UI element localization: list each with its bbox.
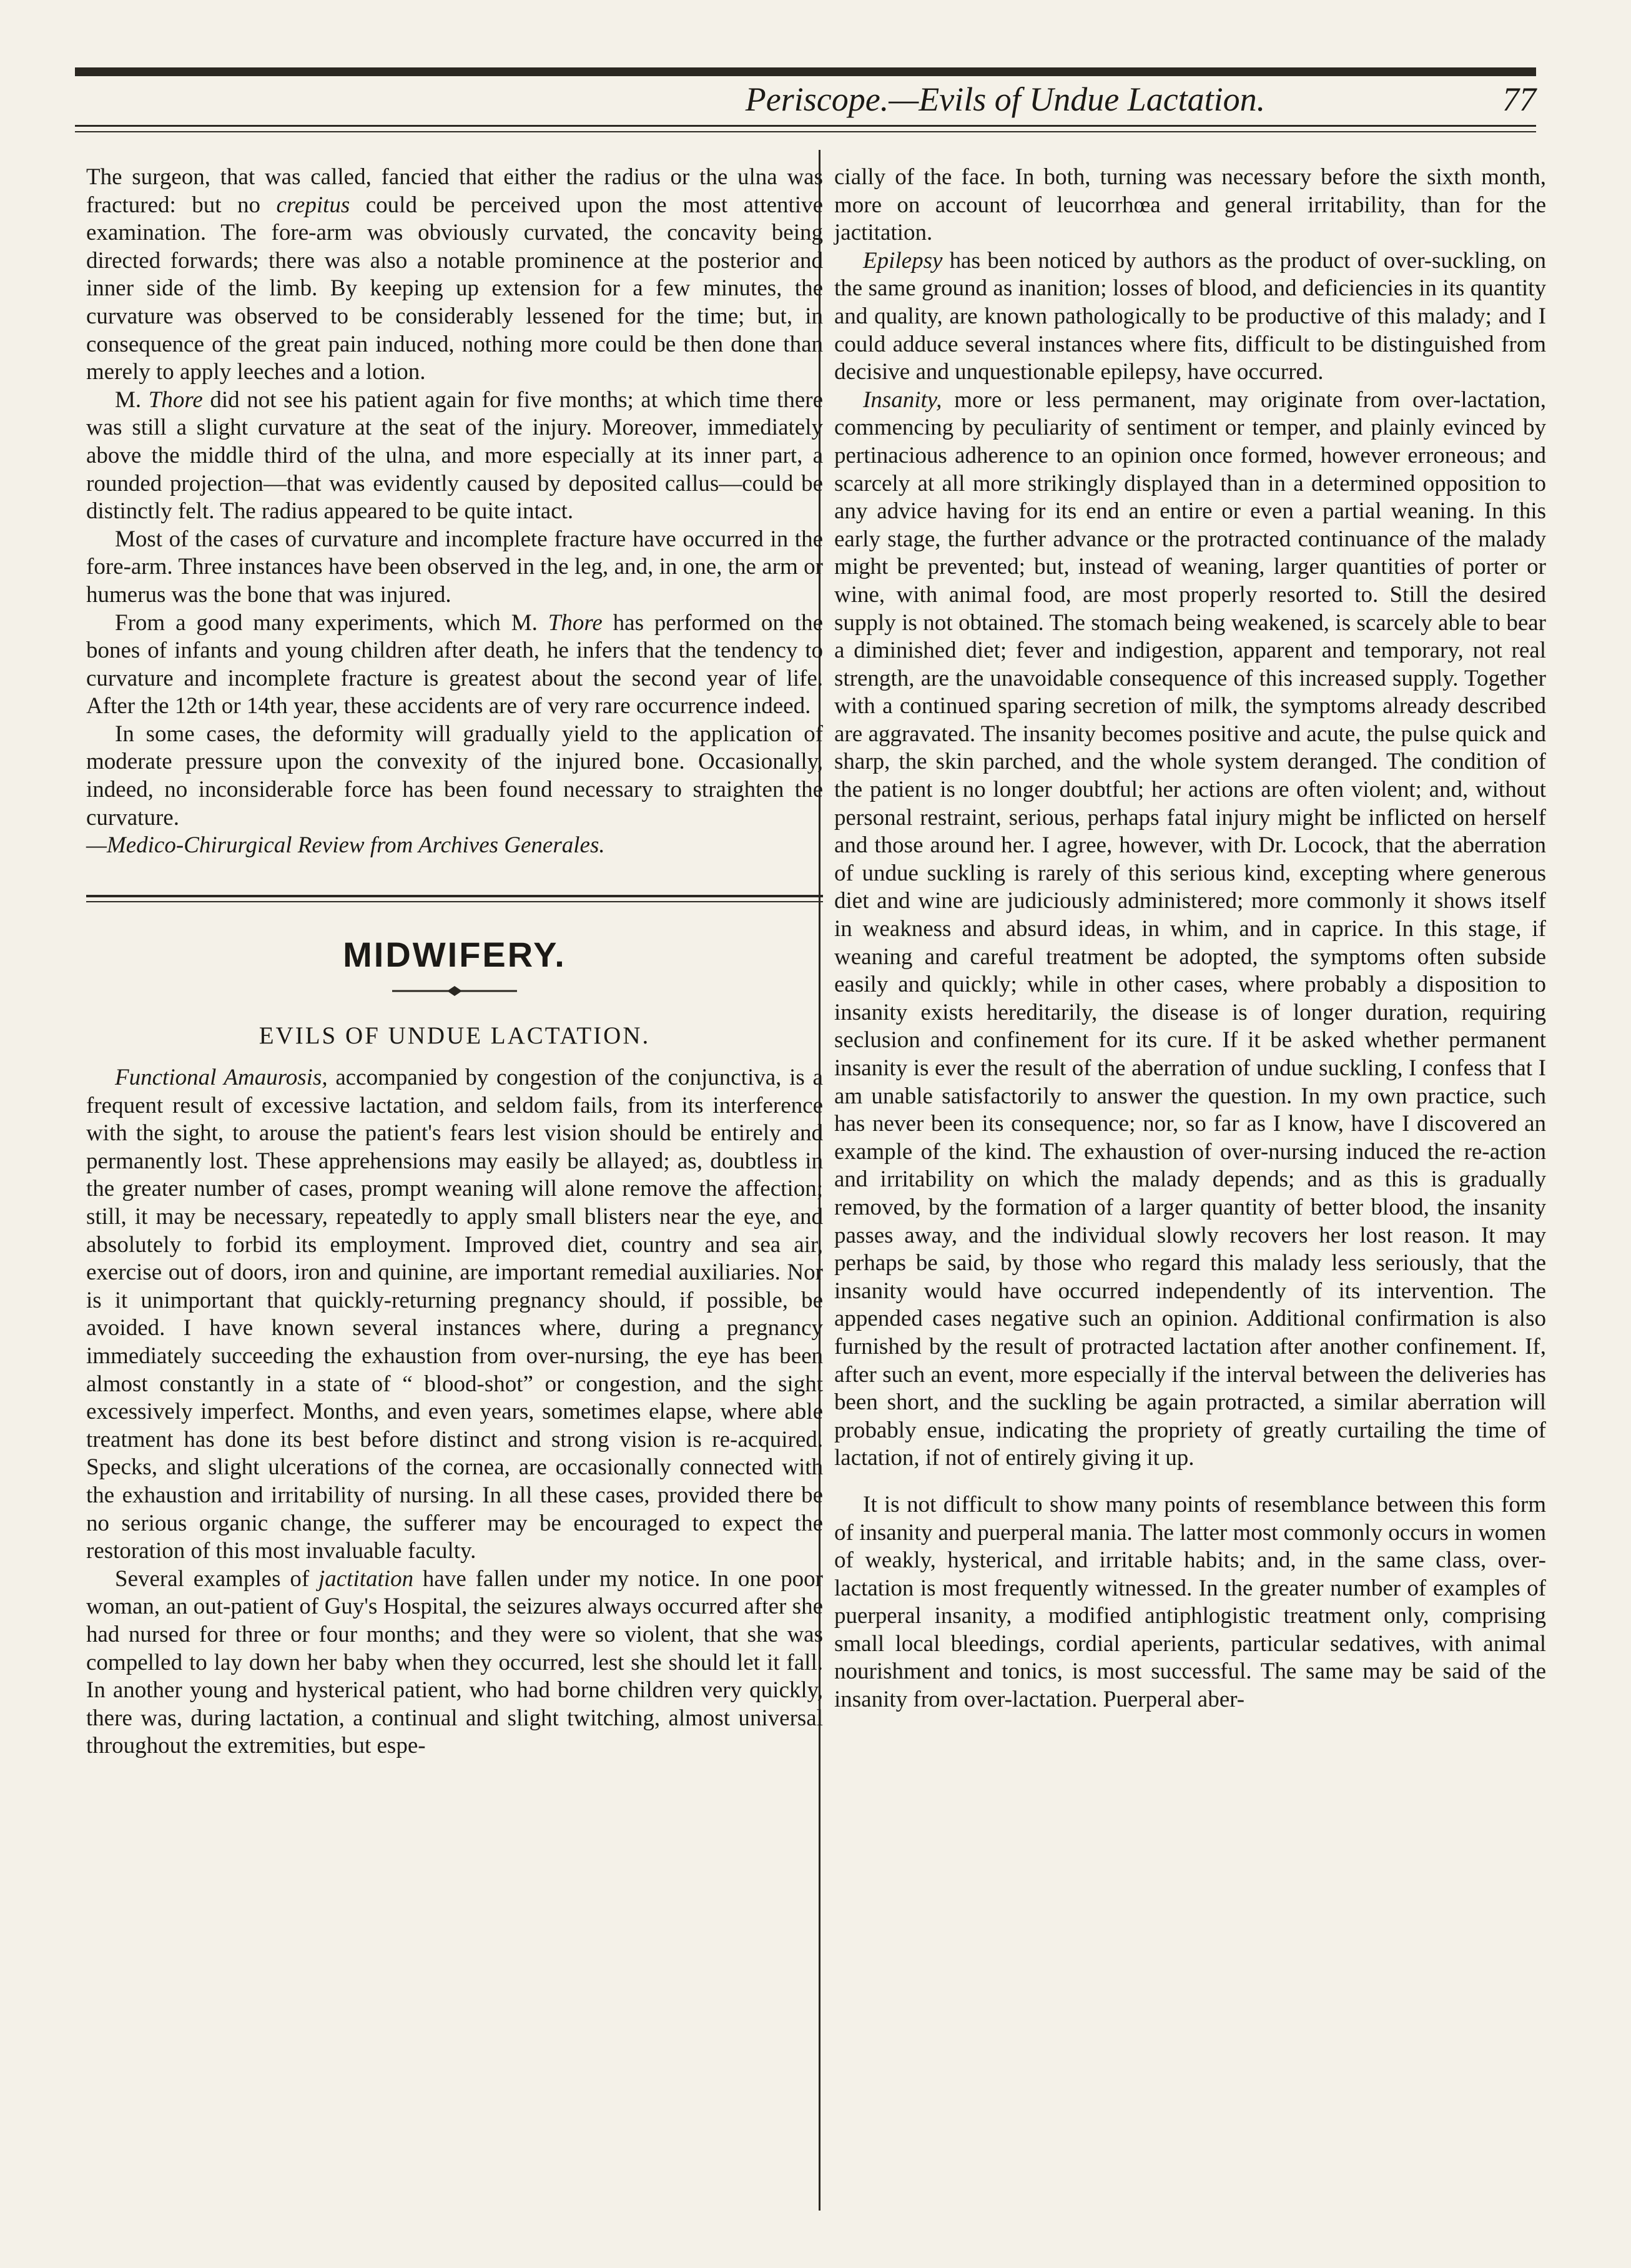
right-column bbox=[834, 164, 1546, 1714]
section-title: MIDWIFERY. bbox=[343, 934, 566, 974]
header-rule-thin bbox=[75, 131, 1536, 132]
paragraph: M. Thore did not see his patient again for five months; at which time there was still a slight curvature at the seat of the injury. Moreover, immediately above the middle third of the ulna, and more especially at its inner part, a rounded projection—that was evidently caused by deposited callus—could be distinctly felt. The radius appeared to be quite intact. bbox=[86, 387, 823, 525]
paragraph: Epilepsy has been noticed by authors as the product of over-suckling, on the same ground as inanition; losses of blood, and deficiencies in its quantity and quality, are known pathologically to be productive of this malady; and I could adduce several instances where fits, difficult to be distinguished from decisive and unquestionable epilepsy, have occurred. bbox=[834, 247, 1546, 385]
paragraph: Most of the cases of curvature and incomplete fracture have occurred in the fore-arm. Three instances have been observed in the leg, and, in one, the arm or humerus was the bone that was injured. bbox=[86, 526, 823, 608]
ornament-icon bbox=[392, 985, 517, 997]
paragraph: Several examples of jactitation have fallen under my notice. In one poor woman, an out-patient of Guy's Hospital, the seizures always occurred after she had nursed for three or four months; and they were so violent, that she was compelled to lay down her baby when they occurred, lest she should let it fall. In another young and hysterical patient, who had borne children very quickly, there was, during lactation, a continual and slight twitching, almost universal throughout the extremities, but espe- bbox=[86, 1565, 823, 1759]
header-rule-thick bbox=[75, 67, 1536, 76]
paragraph: In some cases, the deformity will gradually yield to the application of moderate pressure upon the convexity of the injured bone. Occasionally, indeed, no inconsiderable force has been found necessary to straighten the curvature. —Medico-Chirurgical Review from Archives Generales. bbox=[86, 721, 823, 859]
running-head: Periscope.—Evils of Undue Lactation. bbox=[745, 81, 1266, 118]
paragraph: The surgeon, that was called, fancied that either the radius or the ulna was fractured: but no crepitus could be perceived upon the most attentive examination. The fore-arm was obviously curvated, the concavity being directed forwards; there was also a notable prominence at the posterior and inner side of the limb. By keeping up extension for a few minutes, the curvature was observed to be considerably lessened for the time; but, in consequence of the great pain induced, nothing more could be then done than merely to apply leeches and a lotion. bbox=[86, 164, 823, 385]
paragraph: Insanity, more or less permanent, may originate from over-lactation, commencing by peculiarity of sentiment or temper, and plainly evinced by pertinacious adherence to an opinion once formed, however erroneous; and scarcely at all more strikingly displayed than in a determined opposition to any advice having for its end an entire or even a partial weaning. In this early stage, the further advance or the protracted continuance of the malady might be prevented; but, instead of weaning, larger quantities of porter or wine, with animal food, are most properly resorted to. Still the desired supply is not obtained. The stomach being weakened, is scarcely able to bear a diminished diet; fever and indigestion, apparent and temporary, not real strength, are the unavoidable consequence of this increased supply. Together with a continued sparing secretion of milk, the symptoms already described are aggravated. The insanity becomes positive and acute, the pulse quick and sharp, the skin parched, and the whole system deranged. The condition of the patient is no longer doubtful; her actions are often violent; and, without personal restraint, serious, perhaps fatal injury might be inflicted on herself and those around her. I agree, however, with Dr. Locock, that the aberration of undue suckling is rarely of this serious kind, excepting where generous diet and wine are judiciously administered; more commonly it shows itself in weakness and absurd ideas, in whim, and in caprice. In this stage, if weaning and careful treatment be adopted, the symptoms often subside easily and quickly; while in other cases, where probably a disposition to insanity exists hereditarily, the disease is of longer duration, requiring seclusion and confinement for its cure. If it be asked whether permanent insanity is ever the result of the aberration of undue suckling, I confess that I am unable satisfactorily to answer the question. In my own practice, such has never been its consequence; nor, so far as I know, have I discovered an example of the kind. The exhaustion of over-nursing induced the re-action and irritability on which the malady depends; and as this is gradually removed, by the formation of a larger quantity of better blood, the insanity passes away, and the individual slowly recovers her lost reason. It may perhaps be said, by those who regard this malady less seriously, that the insanity would have occurred independently of its intervention. The appended cases negative such an opinion. Additional confirmation is also furnished by the result of protracted lactation after another confinement. If, after such an event, more especially if the interval between the deliveries has been short, and the suckling be again protracted, a similar aberration will probably ensue, indicating the propriety of greatly curtailing the time of lactation, if not of entirely giving it up. bbox=[834, 387, 1546, 1471]
article-title: EVILS OF UNDUE LACTATION. bbox=[259, 1022, 651, 1050]
paragraph: Functional Amaurosis, accompanied by congestion of the conjunctiva, is a frequent result of excessive lactation, and seldom fails, from its interference with the sight, to arouse the patient's fears lest vision should be entirely and permanently lost. These apprehensions may easily be allayed; as, doubtless in the greater number of cases, prompt weaning will alone remove the affection; still, it may be necessary, repeatedly to apply small blisters near the eye, and absolutely to forbid its employment. Improved diet, country and sea air, exercise out of doors, iron and quinine, are important remedial auxiliaries. Nor is it unimportant that quickly-returning pregnancy should, if possible, be avoided. I have known several instances where, during a pregnancy immediately succeeding the exhaustion from over-nursing, the eye has been almost constantly in a state of “ blood-shot” or congestion, and the sight excessively imperfect. Months, and even years, sometimes elapse, where able treatment has done its best before distinct and strong vision is re-acquired. Specks, and slight ulcerations of the cornea, are occasionally connected with the exhaustion and irritability of nursing. In all these cases, provided there be no serious organic change, the sufferer may be encouraged to expect the restoration of this most invaluable faculty. bbox=[86, 1065, 823, 1564]
paragraph: It is not difficult to show many points of resemblance between this form of insanity and puerperal mania. The latter most commonly occurs in women of weakly, hysterical, and irritable habits; and, in the same class, over-lactation is most frequently witnessed. In the greater number of examples of puerperal insanity, a modified antiphlogistic treatment only, comprising small local bleedings, cordial aperients, particular sedatives, with animal nourishment and tonics, is most successful. The same may be said of the insanity from over-lactation. Puerperal aber- bbox=[834, 1491, 1546, 1713]
header-rule bbox=[75, 125, 1536, 127]
source-citation: —Medico-Chirurgical Review from Archives Generales. bbox=[86, 832, 605, 859]
section-rule bbox=[86, 895, 823, 902]
paragraph: cially of the face. In both, turning was necessary before the sixth month, more on account of leucorrhœa and general irritability, than for the jactitation. bbox=[834, 164, 1546, 246]
page-number: 77 bbox=[1502, 81, 1536, 118]
left-column bbox=[86, 164, 823, 1760]
paragraph: From a good many experiments, which M. Thore has performed on the bones of infants and young children after death, he infers that the tendency to curvature and incomplete fracture is greatest about the second year of life. After the 12th or 14th year, these accidents are of very rare occurrence indeed. bbox=[86, 609, 823, 719]
